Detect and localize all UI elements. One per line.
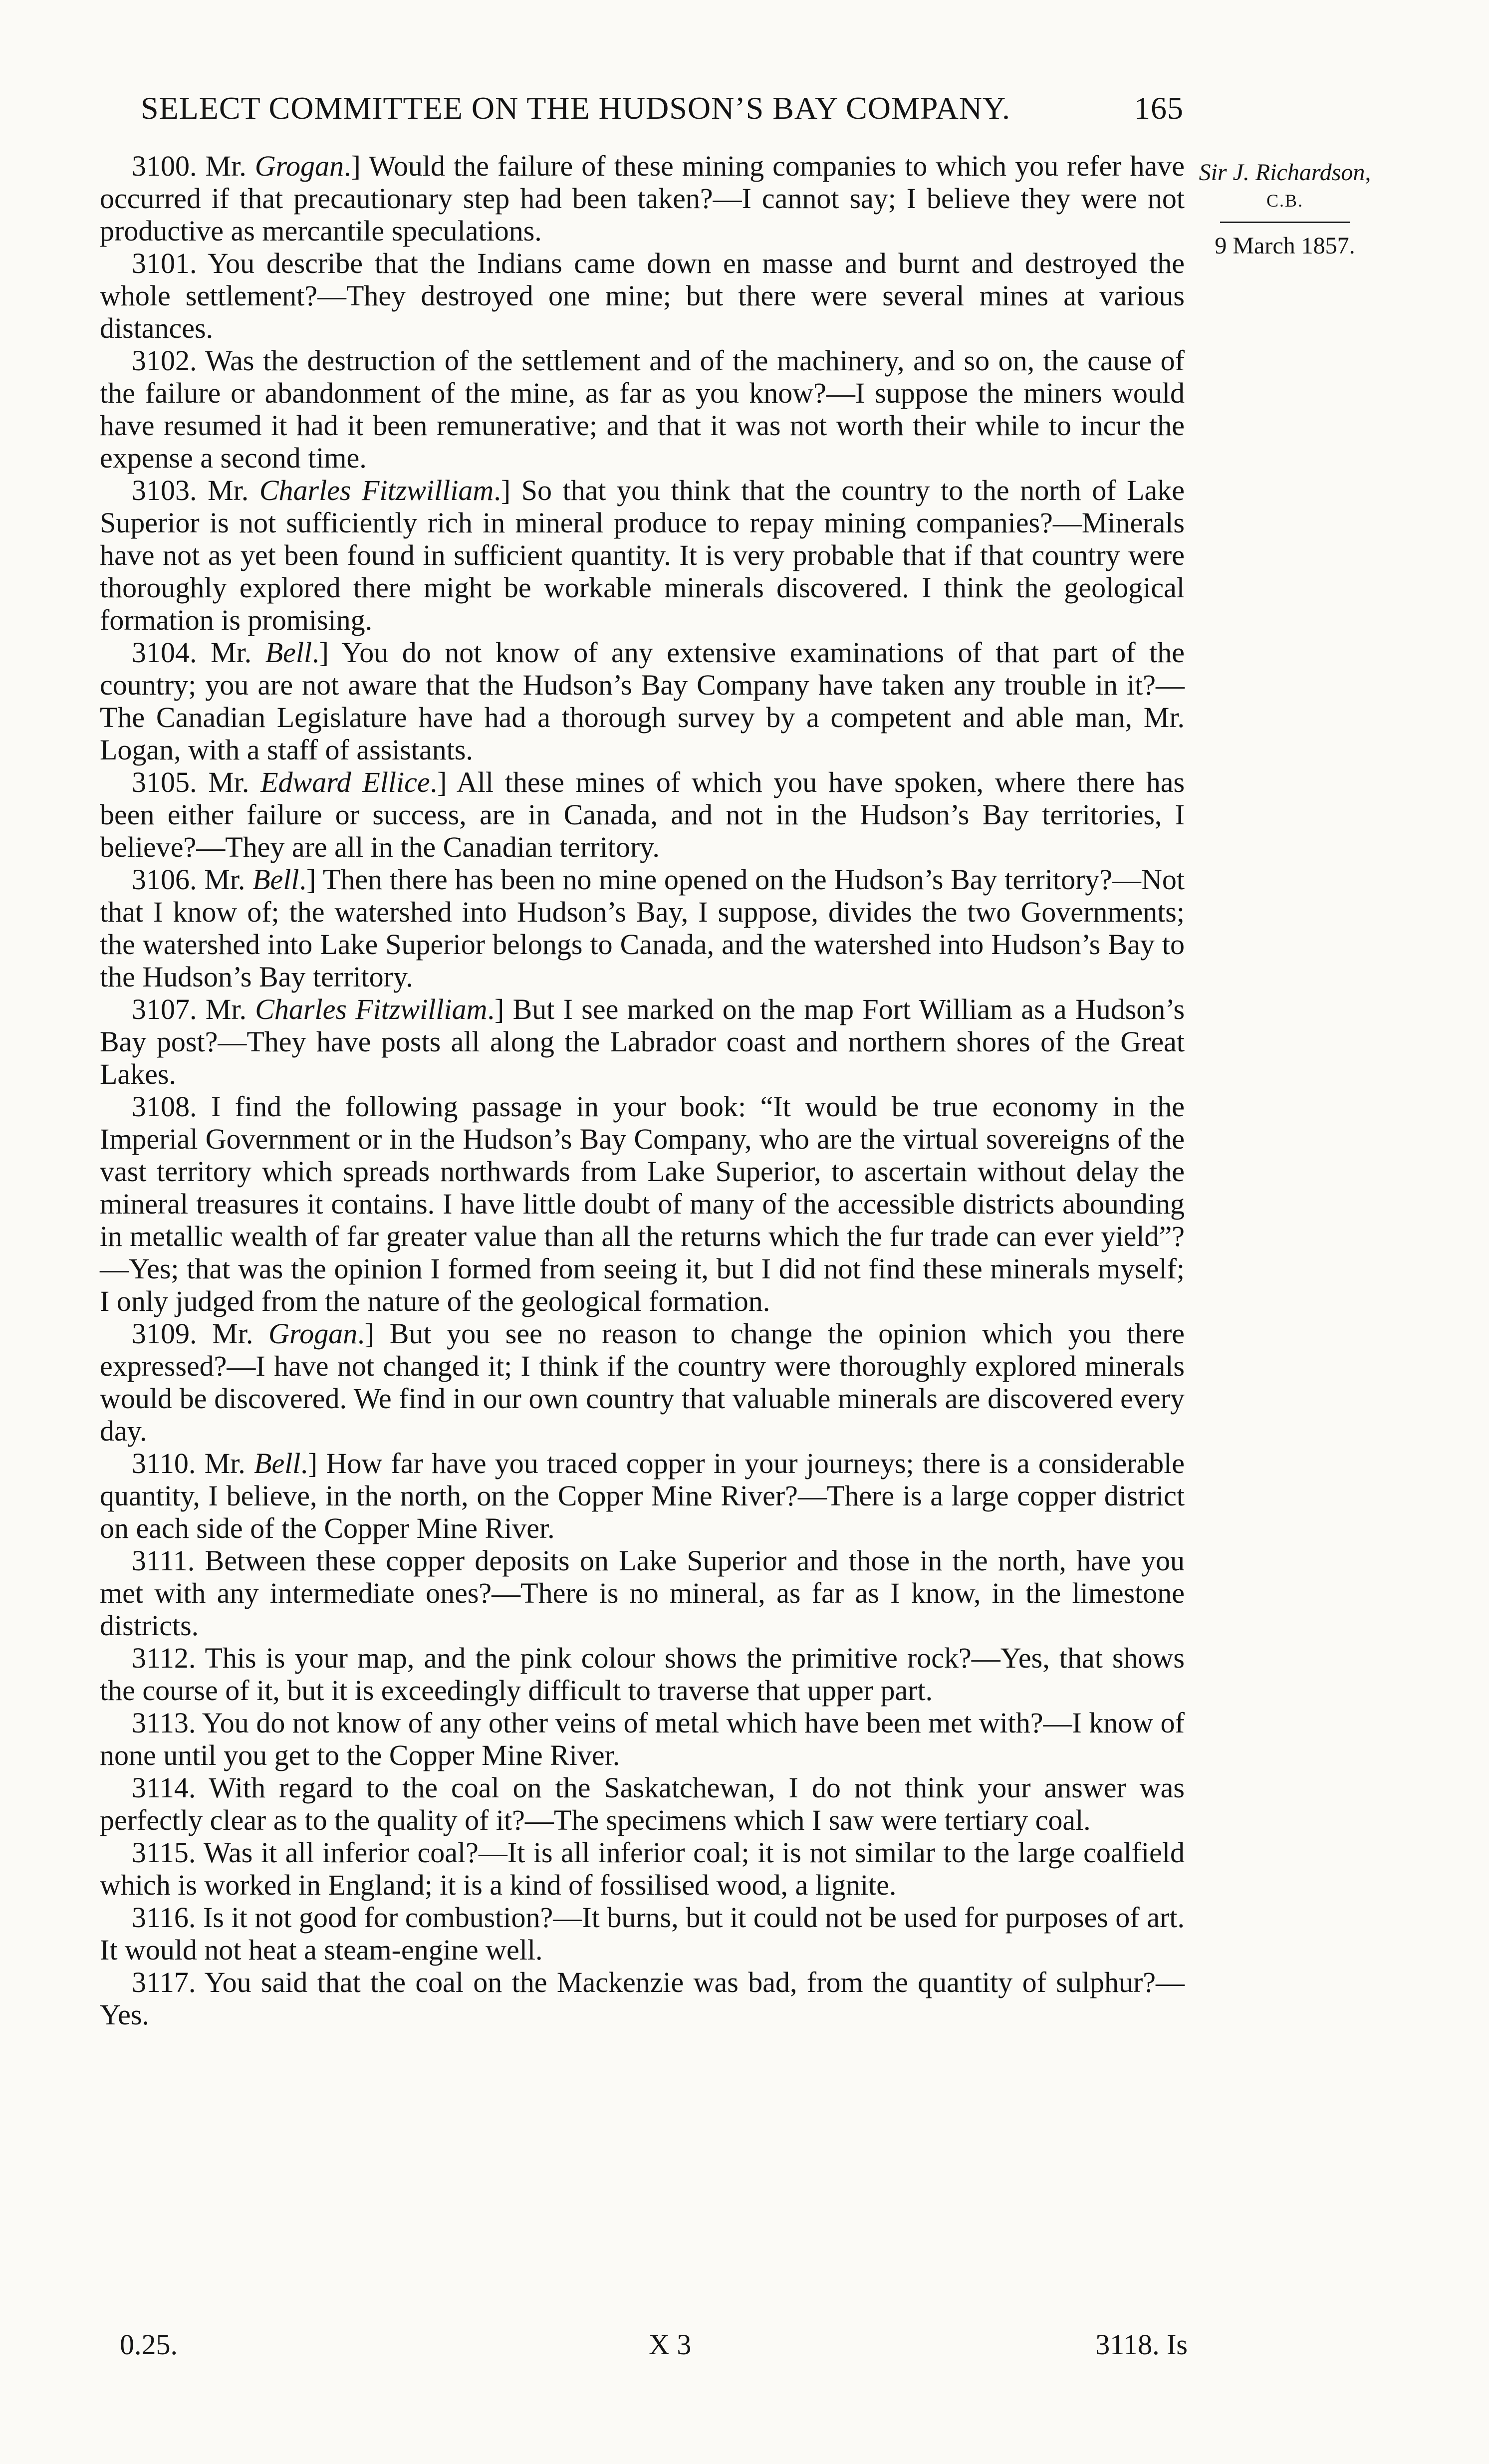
question-number: 3108. [132, 1090, 197, 1123]
question-paragraph [100, 766, 1185, 863]
speaker: Mr. Charles Fitzwilliam.] [208, 474, 511, 506]
question-paragraph [100, 636, 1185, 766]
question-text: Between these copper deposits on Lake Superior and those in the north, have you met with any intermediate ones?—There is no mineral, as far as I know, in the limestone districts. [100, 1544, 1185, 1642]
question-number: 3113. [132, 1707, 196, 1739]
question-number: 3104. [132, 636, 197, 669]
speaker: Mr. Edward Ellice.] [208, 766, 447, 798]
question-number: 3103. [132, 474, 197, 506]
running-title: SELECT COMMITTEE ON THE HUDSON’S BAY COMPANY. [141, 90, 1010, 126]
question-number: 3110. [132, 1447, 196, 1479]
question-paragraph [100, 1966, 1185, 2031]
page-number: 165 [1134, 90, 1184, 126]
question-number: 3107. [132, 993, 197, 1025]
question-paragraph [100, 1447, 1185, 1544]
question-text: Then there has been no mine opened on the Hudson’s Bay territory?—Not that I know of; the watershed into Hudson’s Bay, I suppose, divides the two Governments; the watershed into Lake Superior belongs to Canada, and the watershed into Hudson’s Bay to the Hudson’s Bay territory. [100, 863, 1185, 993]
question-number: 3114. [132, 1771, 196, 1804]
margin-note-witness [1195, 159, 1375, 260]
question-text: How far have you traced copper in your journeys; there is a considerable quantity, I believe, in the north, on the Copper Mine River?—There is a large copper district on each side of the Copper Mine River. [100, 1447, 1185, 1544]
question-text: But I see marked on the map Fort William as a Hudson’s Bay post?—They have posts all along the Labrador coast and northern shores of the Great Lakes. [100, 993, 1185, 1090]
question-text: So that you think that the country to the north of Lake Superior is not sufficiently rich in mineral produce to repay mining companies?—Minerals have not as yet been found in sufficient quantity. It is very probable that if that country were thoroughly explored there might be workable minerals discovered. I think the geological formation is promising. [100, 474, 1185, 636]
question-number: 3102. [132, 344, 197, 377]
footer-signature: 0.25. [120, 2328, 178, 2361]
question-number: 3101. [132, 247, 197, 279]
question-number: 3112. [132, 1642, 196, 1674]
question-number: 3111. [132, 1544, 195, 1577]
question-paragraph [100, 474, 1185, 636]
question-number: 3115. [132, 1836, 196, 1869]
speaker: Mr. Grogan.] [205, 150, 361, 182]
question-paragraph [100, 150, 1185, 247]
question-paragraph [100, 1707, 1185, 1771]
question-paragraph [100, 1544, 1185, 1642]
footer-sheet-mark: X 3 [649, 2328, 692, 2361]
question-text: You describe that the Indians came down en masse and burnt and destroyed the whole settlement?—They destroyed one mine; but there were several mines at various distances. [100, 247, 1185, 344]
speaker: Mr. Bell.] [204, 1447, 318, 1479]
question-number: 3100. [132, 150, 197, 182]
question-text: You do not know of any other veins of metal which have been met with?—I know of none until you get to the Copper Mine River. [100, 1707, 1185, 1771]
question-paragraph [100, 247, 1185, 344]
testimony-body [100, 150, 1185, 2031]
question-number: 3106. [132, 863, 197, 896]
question-paragraph [100, 1771, 1185, 1836]
question-text: I find the following passage in your book: “It would be true economy in the Imperial Government or in the Hudson’s Bay Company, who are the virtual sovereigns of the vast territory which spreads northwards from Lake Superior, to ascertain without delay the mineral treasures it contains. I have little doubt of many of the accessible districts abounding in metallic wealth of far greater value than all the returns which the fur trade can ever yield”?—Yes; that was the opinion I formed from seeing it, but I did not find these minerals myself; I only judged from the nature of the geological formation. [100, 1090, 1185, 1317]
margin-rule [1220, 222, 1350, 223]
question-paragraph [100, 1836, 1185, 1901]
question-text: You said that the coal on the Mackenzie was bad, from the quantity of sulphur?—Yes. [100, 1966, 1185, 2031]
speaker: Mr. Bell.] [210, 636, 329, 669]
question-text: Was it all inferior coal?—It is all inferior coal; it is not similar to the large coalfield which is worked in England; it is a kind of fossilised wood, a lignite. [100, 1836, 1185, 1901]
question-text: With regard to the coal on the Saskatchewan, I do not think your answer was perfectly clear as to the quality of it?—The specimens which I saw were tertiary coal. [100, 1771, 1185, 1836]
witness-honour: C.B. [1266, 191, 1304, 211]
question-paragraph [100, 1090, 1185, 1317]
witness-date: 9 March 1857. [1215, 233, 1355, 259]
question-text: Is it not good for combustion?—It burns, but it could not be used for purposes of art. It would not heat a steam-engine well. [100, 1901, 1185, 1966]
speaker: Mr. Charles Fitzwilliam.] [205, 993, 504, 1025]
question-text: But you see no reason to change the opinion which you there expressed?—I have not changed it; I think if the country were thoroughly explored minerals would be discovered. We find in our own country that valuable minerals are discovered every day. [100, 1317, 1185, 1447]
witness-name: Sir J. Richardson, [1199, 159, 1371, 186]
question-number: 3117. [132, 1966, 196, 1998]
footer-catchword: 3118. Is [1095, 2328, 1188, 2361]
speaker: Mr. Grogan.] [212, 1317, 375, 1350]
page-header [141, 90, 1184, 127]
question-paragraph [100, 993, 1185, 1090]
question-text: This is your map, and the pink colour shows the primitive rock?—Yes, that shows the course of it, but it is exceedingly difficult to traverse that upper part. [100, 1642, 1185, 1707]
question-text: Was the destruction of the settlement and of the machinery, and so on, the cause of the failure or abandonment of the mine, as far as you know?—I suppose the miners would have resumed it had it been remunerative; and that it was not worth their while to incur the expense a second time. [100, 344, 1185, 474]
question-paragraph [100, 1901, 1185, 1966]
question-paragraph [100, 344, 1185, 474]
question-number: 3116. [132, 1901, 196, 1934]
question-paragraph [100, 1317, 1185, 1447]
question-number: 3109. [132, 1317, 197, 1350]
question-text: You do not know of any extensive examinations of that part of the country; you are not aware that the Hudson’s Bay Company have taken any trouble in it?—The Canadian Legislature have had a thorough survey by a competent and able man, Mr. Logan, with a staff of assistants. [100, 636, 1185, 766]
question-text: All these mines of which you have spoken, where there has been either failure or success, are in Canada, and not in the Hudson’s Bay territories, I believe?—They are all in the Canadian territory. [100, 766, 1185, 863]
speaker: Mr. Bell.] [204, 863, 316, 896]
question-paragraph [100, 863, 1185, 993]
question-number: 3105. [132, 766, 197, 798]
question-paragraph [100, 1642, 1185, 1707]
question-text: Would the failure of these mining companies to which you refer have occurred if that precautionary step had been taken?—I cannot say; I believe they were not productive as mercantile speculations. [100, 150, 1185, 247]
